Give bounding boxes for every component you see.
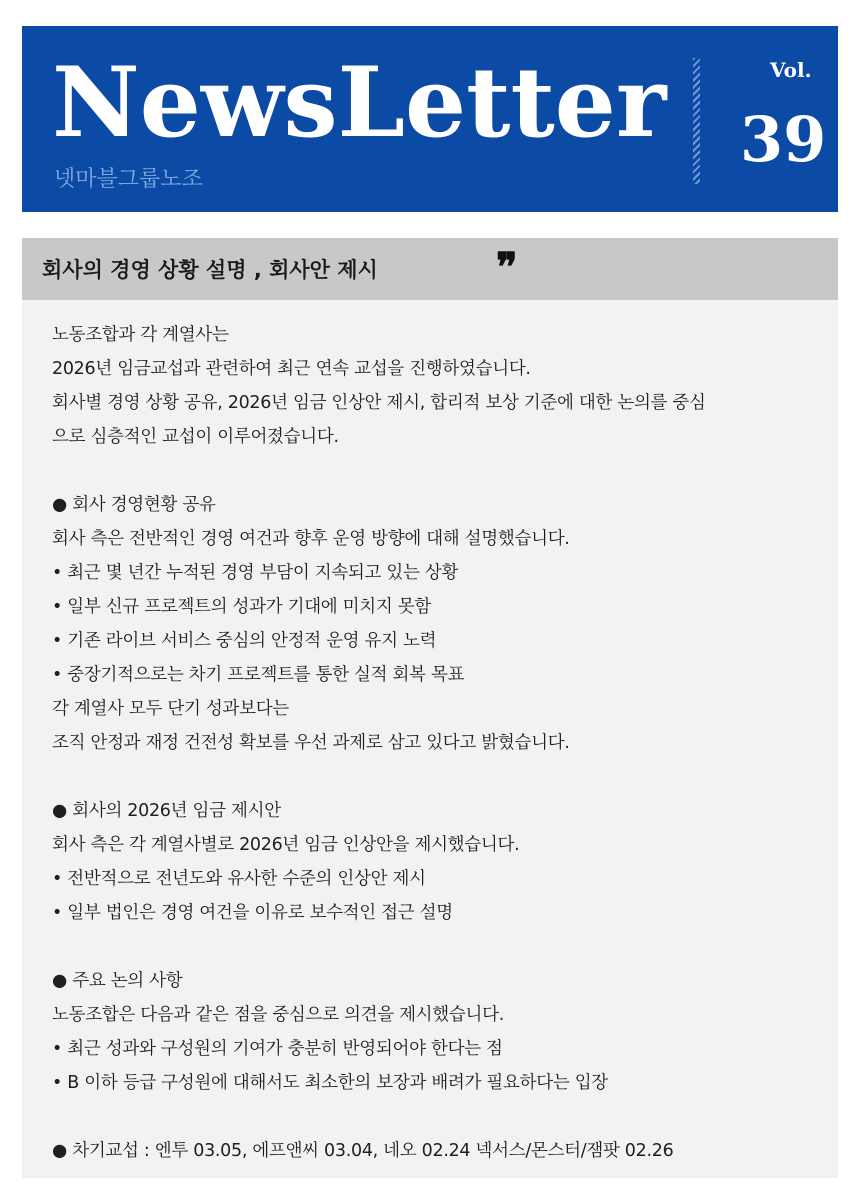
newsletter-masthead [22,26,838,212]
paragraph-line: 회사 측은 각 계열사별로 2026년 임금 인상안을 제시했습니다. [52,835,520,855]
newsletter-title: NewsLetter [52,46,667,159]
paragraph-line: 조직 안정과 재정 건전성 확보를 우선 과제로 삼고 있다고 밝혔습니다. [52,733,570,753]
next-negotiation-schedule: ● 차기교섭 : 엔투 03.05, 에프앤씨 03.04, 네오 02.24 넥서스/몬스터/잼팟 02.26 [52,1141,674,1161]
paragraph-line: 각 계열사 모두 단기 성과보다는 [52,699,289,719]
bullet-item: • 일부 신규 프로젝트의 성과가 기대에 미치지 못함 [52,597,431,617]
bullet-item: • 기존 라이브 서비스 중심의 안정적 운영 유지 노력 [52,631,437,651]
section-heading-business-status: ● 회사 경영현황 공유 [52,495,216,515]
paragraph-line: 회사 측은 전반적인 경영 여건과 향후 운영 방향에 대해 설명했습니다. [52,529,570,549]
intro-line: 2026년 임금교섭과 관련하여 최근 연속 교섭을 진행하였습니다. [52,359,531,379]
volume-label: Vol. [770,58,812,82]
bullet-item: • 최근 성과와 구성원의 기여가 충분히 반영되어야 한다는 점 [52,1039,503,1059]
bullet-item: • 전반적으로 전년도와 유사한 수준의 인상안 제시 [52,869,426,889]
bullet-item: • 중장기적으로는 차기 프로젝트를 통한 실적 회복 목표 [52,665,465,685]
intro-line: 노동조합과 각 계열사는 [52,325,229,345]
decorative-divider [693,58,700,184]
intro-line: 으로 심층적인 교섭이 이루어졌습니다. [52,427,339,447]
paragraph-line: 노동조합은 다음과 같은 점을 중심으로 의견을 제시했습니다. [52,1005,504,1025]
section-heading-discussion: ● 주요 논의 사항 [52,971,183,991]
bullet-item: • 일부 법인은 경영 여건을 이유로 보수적인 접근 설명 [52,903,453,923]
article-body [22,300,838,1178]
union-name: 넷마블그룹노조 [54,167,203,192]
bullet-item: • 최근 몇 년간 누적된 경영 부담이 지속되고 있는 상황 [52,563,459,583]
section-title: 회사의 경영 상황 설명 , 회사안 제시 [42,258,378,282]
volume-number: 39 [740,103,827,176]
intro-line: 회사별 경영 상황 공유, 2026년 임금 인상안 제시, 합리적 보상 기준에 대한 논의를 중심 [52,393,706,413]
section-heading-wage-proposal: ● 회사의 2026년 임금 제시안 [52,801,281,821]
bullet-item: • B 이하 등급 구성원에 대해서도 최소한의 보장과 배려가 필요하다는 입장 [52,1073,608,1093]
quote-icon: ❞ [496,244,518,291]
section-header [22,238,838,300]
